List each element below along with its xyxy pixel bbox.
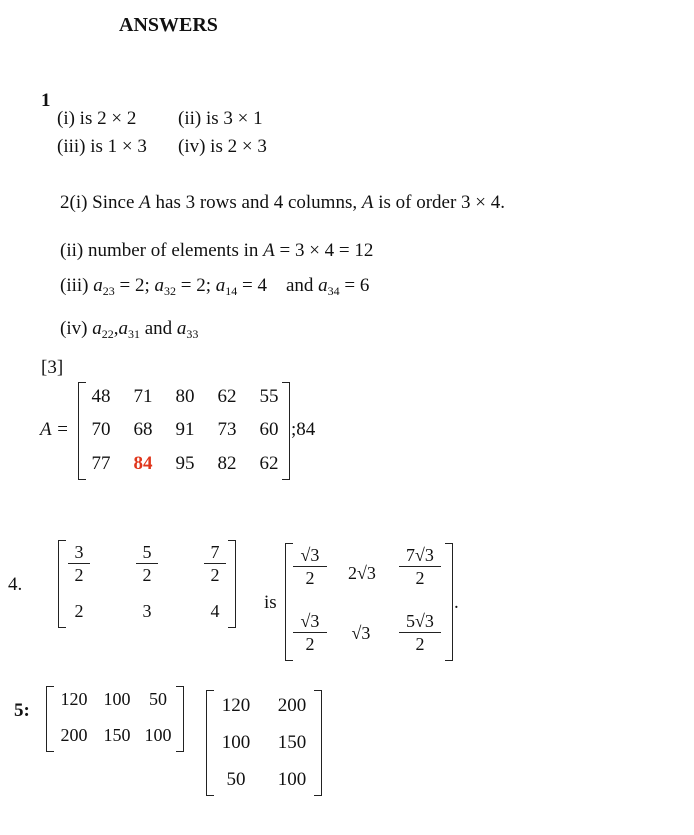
fraction: √3 2 — [293, 545, 327, 588]
matrix-cell: 100 — [221, 732, 251, 753]
q1-answer-iii: (iii) is 1 × 3 — [57, 136, 147, 157]
matrix-cell: 62 — [259, 453, 279, 474]
matrix-cell: 4 — [210, 601, 220, 621]
fraction: 5√3 2 — [399, 611, 441, 654]
q4-label: 4. — [8, 574, 23, 595]
matrix-cell: 150 — [277, 732, 307, 753]
matrix-cell: 70 — [91, 419, 111, 440]
q3-lhs: A = — [40, 419, 69, 440]
matrix-cell: 82 — [217, 453, 237, 474]
q4-period: . — [454, 592, 459, 613]
q2-answer-iii: (iii) $a_{23} = 2$; $a_{32} = 2$; $a_{14} = 4$ and $a_{34} = 6$ — [60, 275, 370, 298]
matrix-cell: 100 — [103, 689, 131, 709]
matrix-cell: 48 — [91, 386, 111, 407]
q2-answer-ii: (ii) number of elements in A = 3 × 4 = 12 — [60, 240, 374, 261]
fraction: √3 2 — [293, 611, 327, 654]
q4-matrix-left — [58, 540, 236, 628]
matrix-cell: 68 — [133, 419, 153, 440]
matrix-cell: 120 — [60, 689, 88, 709]
matrix-cell: 55 — [259, 386, 279, 407]
q1-answer-i: (i) is 2 × 2 — [57, 108, 137, 129]
matrix-cell: 91 — [175, 419, 195, 440]
q2-answer-i: 2(i) Since A has 3 rows and 4 columns, A is of order 3 × 4. — [60, 192, 506, 213]
matrix-cell: 2√3 — [348, 563, 376, 583]
matrix-cell: 50 — [226, 769, 246, 790]
page-title: ANSWERS — [119, 14, 218, 36]
matrix-cell: 2 — [74, 601, 84, 621]
q5-matrix-left — [46, 686, 184, 752]
matrix-cell-highlighted: 84 — [133, 453, 153, 474]
q1-answer-iv: (iv) is 2 × 3 — [178, 136, 267, 157]
q3-suffix: ;84 — [291, 419, 316, 440]
q5-matrix-right — [206, 690, 322, 796]
matrix-cell: 200 — [60, 725, 88, 745]
q1-answer-ii: (ii) is 3 × 1 — [178, 108, 263, 129]
matrix-cell: 60 — [259, 419, 279, 440]
q3-matrix — [78, 382, 290, 480]
matrix-cell: 71 — [133, 386, 153, 407]
q2-answer-iv: (iv) $a_{22},a_{31}$ and $a_{33}$ — [60, 318, 199, 341]
matrix-cell: 200 — [277, 695, 307, 716]
fraction: 7√3 2 — [399, 545, 441, 588]
q4-matrix-right — [285, 543, 453, 661]
matrix-cell: 73 — [217, 419, 237, 440]
matrix-cell: 100 — [144, 725, 172, 745]
matrix-cell: 80 — [175, 386, 195, 407]
fraction: 3 2 — [68, 542, 90, 585]
matrix-cell: 3 — [142, 601, 152, 621]
matrix-cell: 100 — [277, 769, 307, 790]
fraction: 5 2 — [136, 542, 158, 585]
matrix-cell: 62 — [217, 386, 237, 407]
q4-is: is — [264, 592, 277, 613]
q3-label: [3] — [41, 357, 64, 378]
matrix-cell: 95 — [175, 453, 195, 474]
matrix-cell: 77 — [91, 453, 111, 474]
q5-label: 5: — [14, 700, 30, 721]
fraction: 7 2 — [204, 542, 226, 585]
matrix-cell: √3 — [351, 623, 371, 643]
q1-number: 1 — [41, 90, 51, 111]
matrix-cell: 150 — [103, 725, 131, 745]
matrix-cell: 120 — [221, 695, 251, 716]
matrix-cell: 50 — [149, 689, 167, 709]
